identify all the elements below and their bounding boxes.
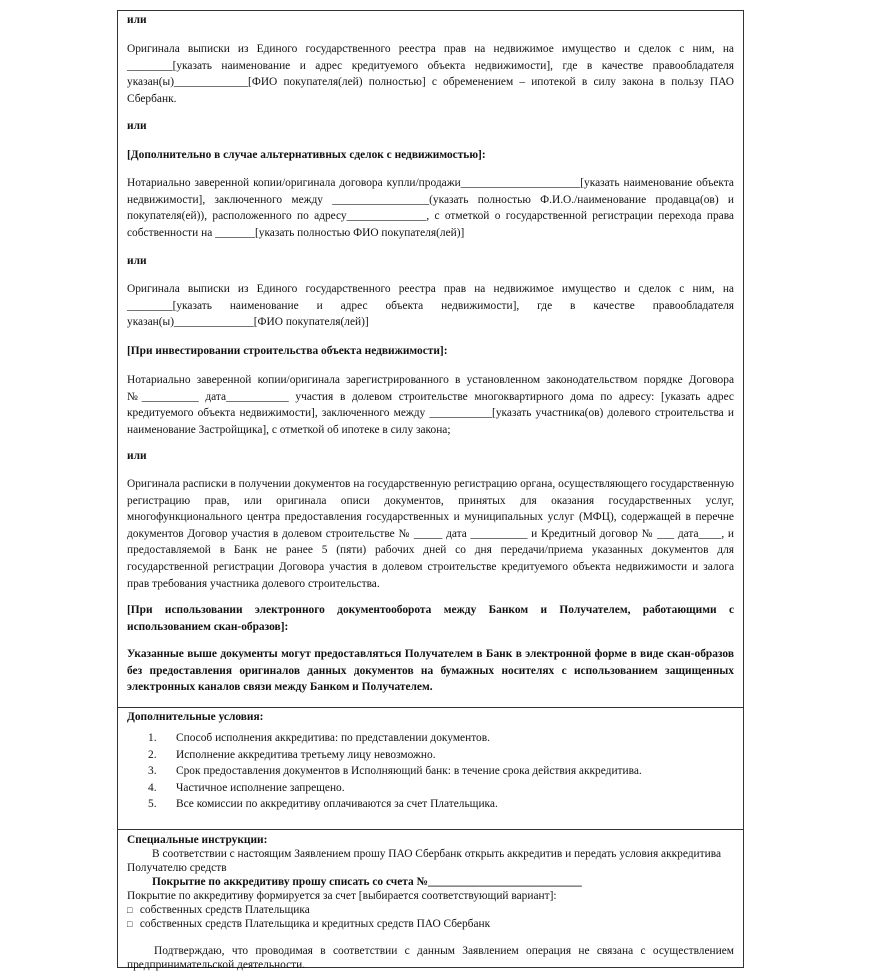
coverage-option-own-funds[interactable]: □ собственных средств Плательщика bbox=[127, 904, 310, 916]
paragraph-registry-extract: Оригинала выписки из Единого государственного реестра прав на недвижимое имущество и сделок с ним, на ________[указать наименование и адрес кредитуемого объекта недвижимости], где в качестве правообладателя указан(ы)_____________[ФИО покупателя(лей) полностью] с обременением – ипотекой в силу закона в пользу ПАО Сбербанк. bbox=[127, 43, 734, 105]
checkbox-icon[interactable]: □ bbox=[127, 919, 133, 929]
list-item: 5. Все комиссии по аккредитиву оплачиваются за счет Плательщика. bbox=[148, 798, 498, 811]
paragraph-shared-construction: Нотариально заверенной копии/оригинала зарегистрированного в установленном законодательством порядке Договора №__________ дата___________ участия в долевом строительстве многоквартирного дома по адресу: [указать адрес кредитуемого объекта недвижимости], заключенного между ___________[указать участника(ов) долевого строительства и наименование Застройщика], с отметкой об ипотеке в силу закона; bbox=[127, 374, 734, 436]
paragraph-registry-extract-2: Оригинала выписки из Единого государственного реестра прав на недвижимое имущество и сделок с ним, на ________[указать наименование и адрес объекта недвижимости], где в качестве правообладателя указан(ы)______________[ФИО покупателя(лей)] bbox=[127, 283, 734, 329]
confirmation-statement: Подтверждаю, что проводимая в соответствии с данным Заявлением операция не связана с осуществлением предпринимательской деятельности. bbox=[127, 945, 734, 971]
or-separator: или bbox=[127, 120, 147, 132]
heading-alternative-deals: [Дополнительно в случае альтернативных сделок с недвижимостью]: bbox=[127, 149, 486, 161]
heading-edo: [При использовании электронного документооборота между Банком и Получателем, работающими с использованием скан-образов]: bbox=[127, 604, 734, 633]
additional-conditions-section bbox=[118, 707, 743, 830]
conditions-list bbox=[148, 730, 734, 813]
open-letter-of-credit-request: В соответствии с настоящим Заявлением прошу ПАО Сбербанк открыть аккредитив и передать условия аккредитива Получателю средств bbox=[127, 848, 722, 874]
special-instructions-section bbox=[118, 829, 743, 970]
paragraph-receipt: Оригинала расписки в получении документов на государственную регистрацию органа, осуществляющего государственную регистрацию прав, или оригинала описи документов, принятых для оказания государственных услуг, многофункционального центра предоставления государственных и муниципальных услуг (МФЦ), содержащей в перечне документов Договор участия в долевом строительстве № _____ дата __________ и Кредитный договор № ___ дата____, и предоставляемой в Банк не ранее 5 (пяти) рабочих дней со дня передачи/приема указанных документов для государственной регистрации Договора участия в долевом строительстве кредитуемого объекта недвижимости и залога прав требования участника долевого строительства. bbox=[127, 478, 734, 590]
list-item: 2. Исполнение аккредитива третьему лицу невозможно. bbox=[148, 748, 436, 761]
paragraph-edo: Указанные выше документы могут предоставляться Получателем в Банк в электронной форме в виде скан-образов без предоставления оригиналов данных документов на бумажных носителях с использованием защищенных электронных каналов связи между Банком и Получателем. bbox=[127, 648, 734, 694]
coverage-option-own-and-credit-funds[interactable]: □ собственных средств Плательщика и кредитных средств ПАО Сбербанк bbox=[127, 918, 491, 930]
special-instructions-heading: Специальные инструкции: bbox=[127, 834, 268, 846]
list-item: 4. Частичное исполнение запрещено. bbox=[148, 781, 345, 794]
paragraph-sale-contract: Нотариально заверенной копии/оригинала договора купли/продажи_____________________[указать наименование объекта недвижимости], заключенного между _________________(указать полностью Ф.И.О./наименование продавца(ов) и покупателя(ей)), расположенного по адресу______________, с отметкой о государственной регистрации перехода права собственности на _______[указать полностью ФИО покупателя(лей)] bbox=[127, 177, 734, 239]
or-separator: или bbox=[127, 450, 147, 462]
heading-investing: [При инвестировании строительства объекта недвижимости]: bbox=[127, 345, 448, 357]
or-separator: или bbox=[127, 14, 147, 26]
list-item: 3. Срок предоставления документов в Исполняющий банк: в течение срока действия аккредитива. bbox=[148, 765, 642, 778]
list-item: 1. Способ исполнения аккредитива: по представлении документов. bbox=[148, 732, 490, 744]
coverage-source-label: Покрытие по аккредитиву формируется за счет [выбирается соответствующий вариант]: bbox=[127, 890, 557, 902]
or-separator: или bbox=[127, 255, 147, 267]
document-frame bbox=[117, 10, 744, 971]
debit-account-line: Покрытие по аккредитиву прошу списать со счета №___________________________ bbox=[152, 876, 582, 888]
documents-section bbox=[118, 11, 743, 707]
checkbox-icon[interactable]: □ bbox=[127, 905, 133, 915]
additional-conditions-heading: Дополнительные условия: bbox=[127, 711, 264, 723]
